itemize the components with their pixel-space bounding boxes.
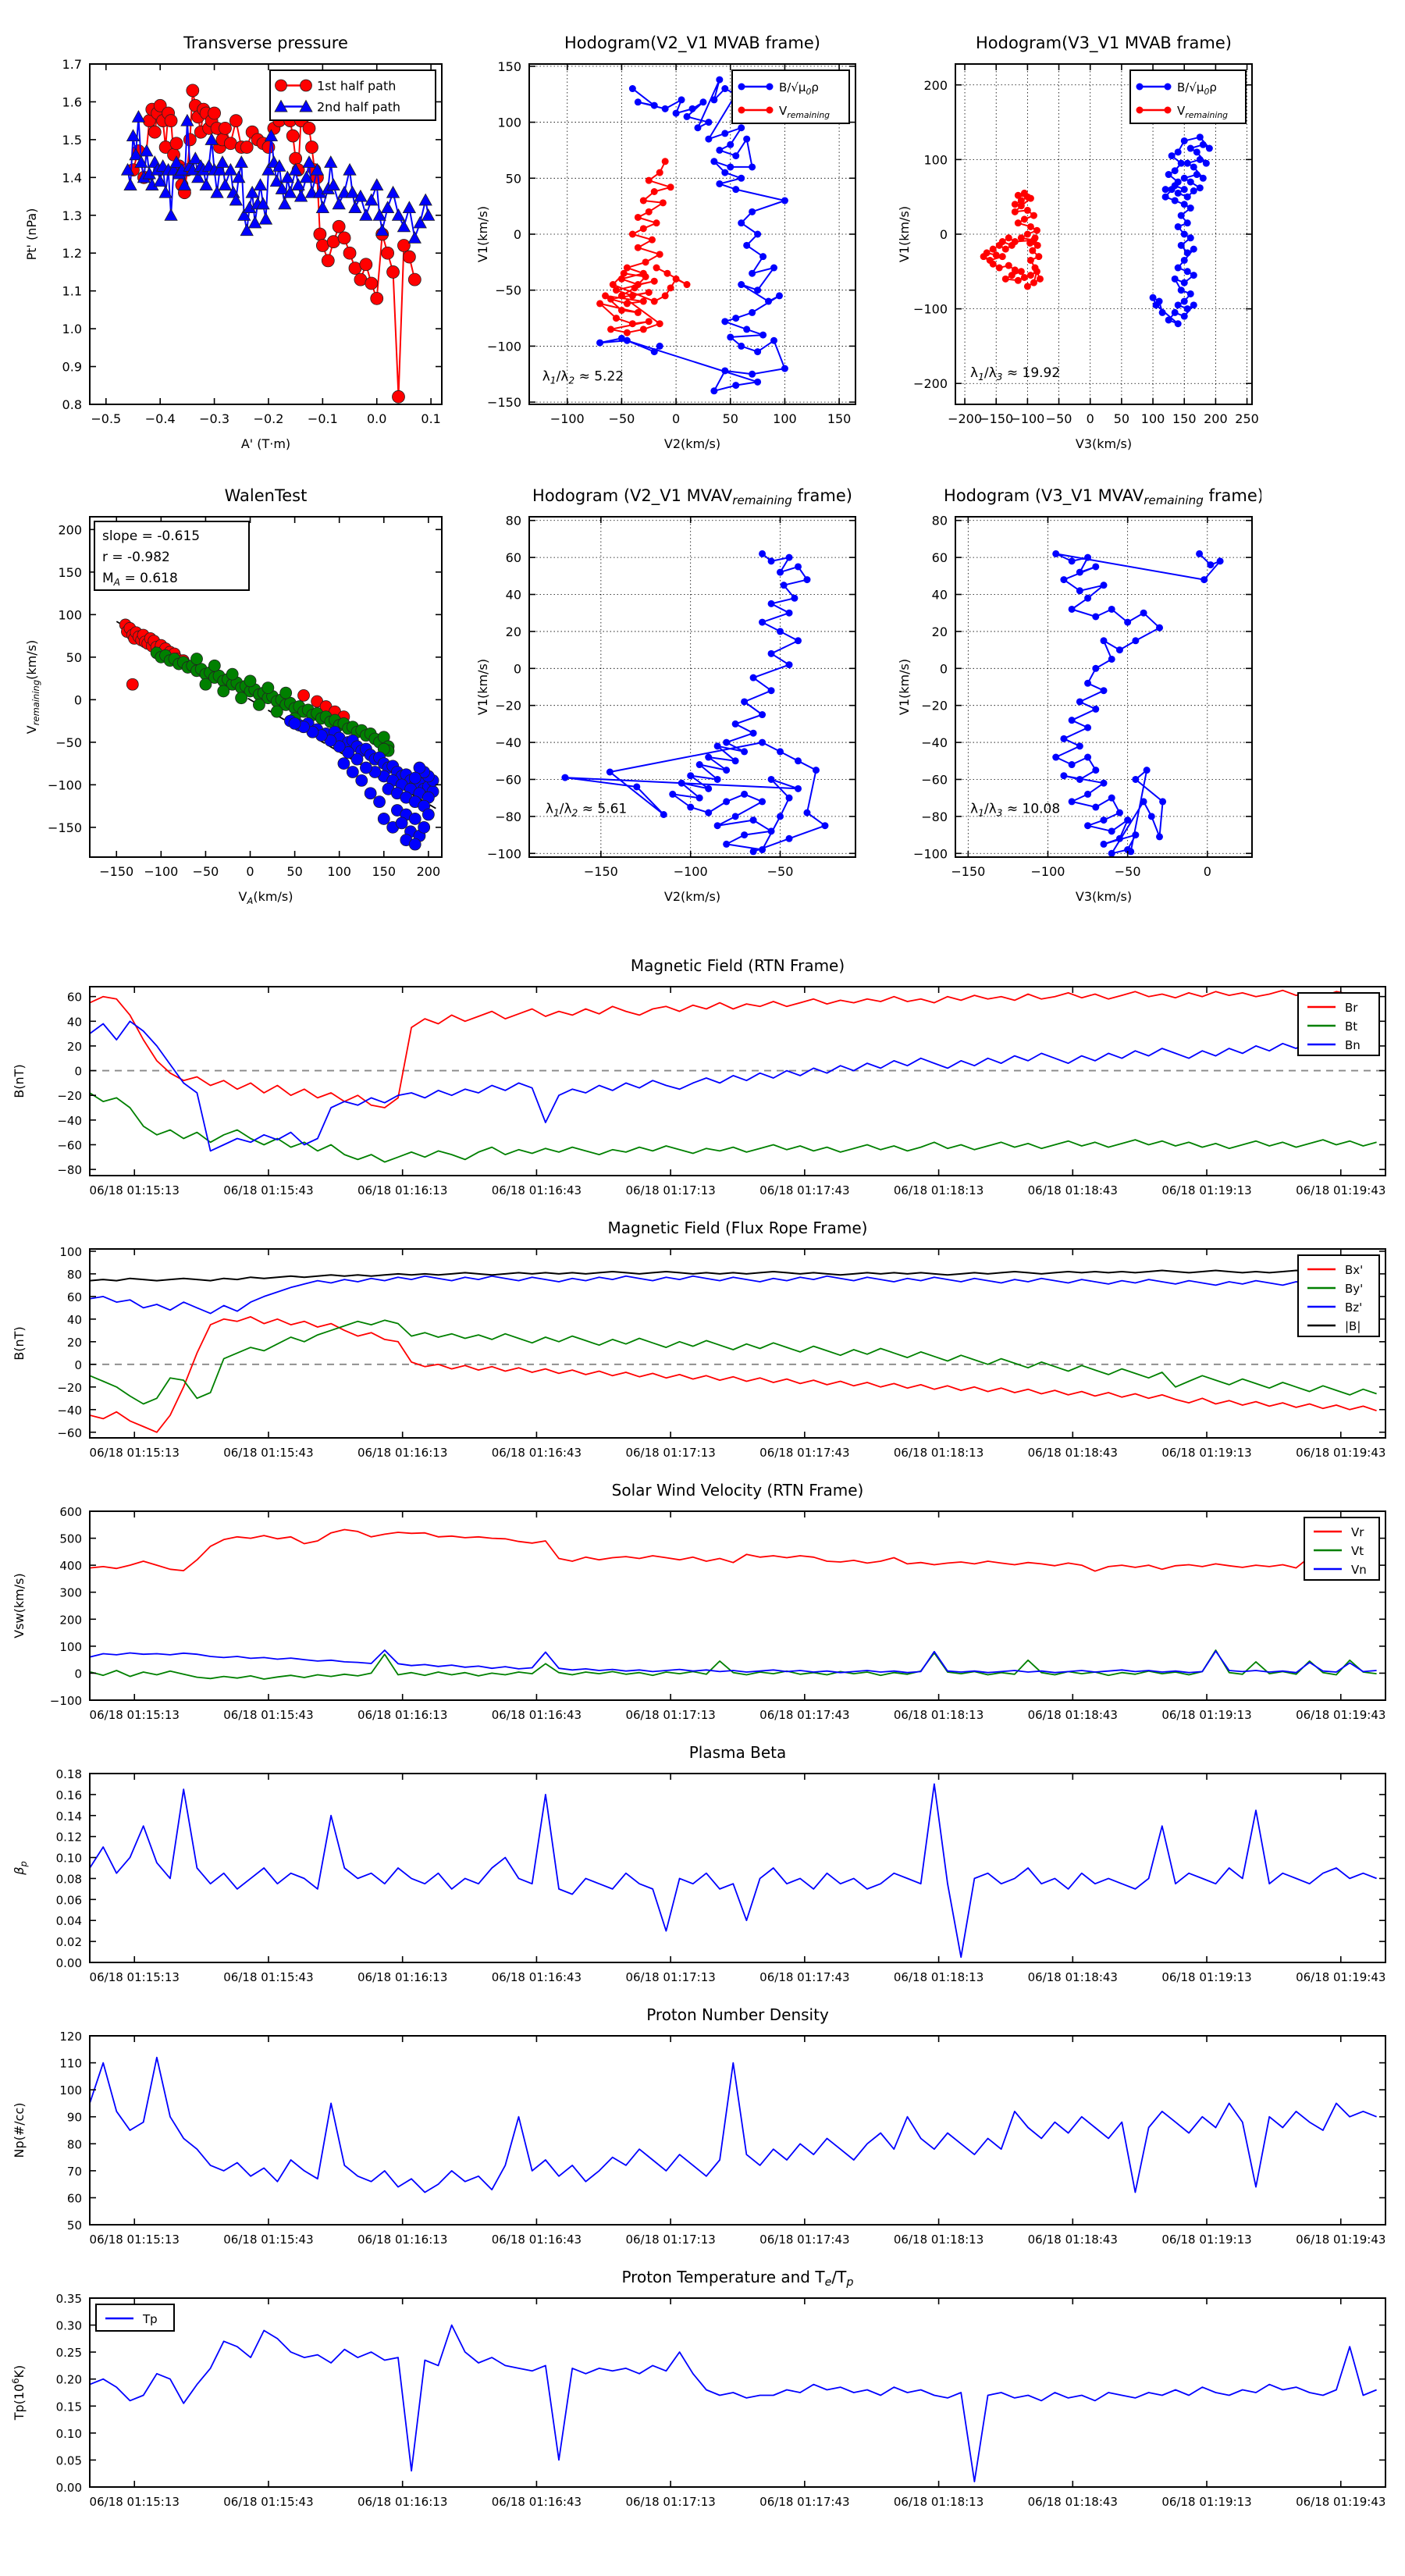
svg-text:B(nT): B(nT): [12, 1064, 27, 1098]
svg-text:90: 90: [66, 2110, 82, 2125]
svg-text:200: 200: [59, 1613, 82, 1628]
svg-text:Np(#/cc): Np(#/cc): [12, 2102, 27, 2158]
svg-text:110: 110: [59, 2056, 82, 2071]
svg-text:80: 80: [505, 513, 521, 528]
svg-text:Hodogram (V2_V1 MVAVremaining: Hodogram (V2_V1 MVAVremaining frame): [532, 486, 852, 507]
svg-text:500: 500: [59, 1532, 82, 1546]
svg-text:60: 60: [66, 1290, 82, 1304]
svg-text:λ1/λ3 ≈ 19.92: $\lambda_1/\lambda_3 \approx 19.92$: [970, 365, 1061, 383]
svg-text:−200: −200: [913, 376, 948, 392]
svg-text:80: 80: [66, 2137, 82, 2152]
svg-text:Plasma Beta: Plasma Beta: [688, 1743, 787, 1762]
svg-text:06/18 01:16:43: 06/18 01:16:43: [491, 2495, 582, 2509]
svg-text:80: 80: [66, 1267, 82, 1282]
svg-text:50: 50: [66, 2218, 82, 2233]
svg-text:06/18 01:18:13: 06/18 01:18:13: [893, 1970, 984, 1984]
svg-text:0.9: 0.9: [62, 359, 82, 375]
svg-text:Proton Temperature and Te/Tp: Proton Temperature and $T_e/T_p$: [621, 2268, 854, 2289]
chart-hodogram-v3v1-mvab: [888, 6, 1261, 475]
svg-text:By': By': [1345, 1282, 1364, 1296]
chart-hodogram-v2v1-mvav: [467, 459, 866, 927]
svg-text:06/18 01:15:13: 06/18 01:15:13: [89, 1183, 180, 1197]
svg-text:−40: −40: [57, 1113, 82, 1128]
svg-text:Hodogram(V3_V1 MVAB frame): Hodogram(V3_V1 MVAB frame): [976, 34, 1232, 52]
svg-text:−50: −50: [1114, 864, 1141, 879]
svg-text:20: 20: [66, 1335, 82, 1350]
svg-text:0.00: 0.00: [55, 1956, 82, 1970]
svg-text:06/18 01:15:13: 06/18 01:15:13: [89, 1708, 180, 1722]
svg-text:−50: −50: [767, 864, 794, 879]
svg-text:2nd half path: 2nd half path: [317, 99, 401, 115]
svg-text:−40: −40: [57, 1403, 82, 1418]
chart-walen-test: [16, 459, 453, 927]
svg-text:06/18 01:17:13: 06/18 01:17:13: [625, 1970, 716, 1984]
svg-text:0.20: 0.20: [55, 2372, 82, 2387]
svg-text:20: 20: [66, 1039, 82, 1054]
svg-text:50: 50: [286, 864, 303, 879]
svg-text:06/18 01:19:43: 06/18 01:19:43: [1296, 1446, 1386, 1460]
svg-text:−150: −150: [99, 864, 134, 879]
chart-svg-wt: [16, 459, 453, 927]
svg-text:V2(km/s): V2(km/s): [663, 436, 721, 451]
svg-text:06/18 01:15:43: 06/18 01:15:43: [223, 2495, 314, 2509]
svg-text:400: 400: [59, 1559, 82, 1574]
svg-text:−50: −50: [1045, 411, 1072, 426]
svg-text:Transverse pressure: Transverse pressure: [183, 34, 348, 52]
svg-text:40: 40: [66, 1015, 82, 1030]
svg-text:−100: −100: [913, 846, 948, 862]
svg-text:06/18 01:19:13: 06/18 01:19:13: [1161, 2233, 1252, 2247]
svg-text:06/18 01:16:13: 06/18 01:16:13: [357, 2495, 448, 2509]
svg-text:06/18 01:17:13: 06/18 01:17:13: [625, 2495, 716, 2509]
svg-text:06/18 01:19:43: 06/18 01:19:43: [1296, 2495, 1386, 2509]
svg-text:λ1/λ3 ≈ 10.08: $\lambda_1/\lambda_3 \approx 10.08$: [970, 801, 1061, 819]
svg-text:0: 0: [513, 661, 521, 677]
svg-text:06/18 01:17:13: 06/18 01:17:13: [625, 2233, 716, 2247]
svg-text:Magnetic Field (Flux Rope Fram: Magnetic Field (Flux Rope Frame): [607, 1219, 868, 1237]
svg-text:−200: −200: [948, 411, 983, 426]
svg-text:Vremaining: $V_{remaining}$: [779, 104, 831, 120]
svg-text:0: 0: [74, 1357, 82, 1372]
chart-svg-vsw: [0, 1477, 1405, 1739]
svg-text:100: 100: [923, 152, 948, 168]
svg-text:06/18 01:18:13: 06/18 01:18:13: [893, 1183, 984, 1197]
svg-text:1.0: 1.0: [62, 322, 82, 337]
svg-text:06/18 01:16:43: 06/18 01:16:43: [491, 2233, 582, 2247]
svg-text:06/18 01:17:43: 06/18 01:17:43: [759, 1708, 850, 1722]
svg-text:0.16: 0.16: [55, 1788, 82, 1802]
svg-text:06/18 01:18:13: 06/18 01:18:13: [893, 1708, 984, 1722]
svg-text:06/18 01:16:13: 06/18 01:16:13: [357, 1970, 448, 1984]
svg-text:slope = -0.615: slope = -0.615: [102, 528, 201, 544]
svg-text:Bz': Bz': [1345, 1300, 1363, 1315]
svg-text:20: 20: [931, 624, 948, 639]
svg-text:06/18 01:17:13: 06/18 01:17:13: [625, 1183, 716, 1197]
svg-text:06/18 01:18:43: 06/18 01:18:43: [1027, 1446, 1118, 1460]
svg-text:06/18 01:15:13: 06/18 01:15:13: [89, 2233, 180, 2247]
svg-text:06/18 01:16:43: 06/18 01:16:43: [491, 1183, 582, 1197]
chart-svg-h2: [467, 6, 866, 475]
svg-text:−40: −40: [921, 735, 948, 751]
svg-text:150: 150: [1172, 411, 1197, 426]
svg-text:−150: −150: [583, 864, 618, 879]
svg-text:06/18 01:16:13: 06/18 01:16:13: [357, 1446, 448, 1460]
svg-text:Solar Wind Velocity (RTN Frame: Solar Wind Velocity (RTN Frame): [611, 1481, 864, 1500]
svg-text:50: 50: [505, 171, 521, 187]
svg-text:0.1: 0.1: [421, 411, 441, 426]
svg-text:1.6: 1.6: [62, 94, 82, 110]
svg-text:0: 0: [513, 227, 521, 242]
svg-text:Pt' (nPa): Pt' (nPa): [24, 208, 39, 261]
svg-text:−100: −100: [144, 864, 179, 879]
svg-text:V1(km/s): V1(km/s): [897, 658, 912, 716]
svg-text:Vr: Vr: [1351, 1525, 1364, 1539]
svg-text:0: 0: [672, 411, 681, 426]
svg-text:Magnetic Field (RTN Frame): Magnetic Field (RTN Frame): [630, 956, 845, 975]
svg-text:06/18 01:19:43: 06/18 01:19:43: [1296, 1708, 1386, 1722]
svg-text:−150: −150: [979, 411, 1014, 426]
svg-text:V1(km/s): V1(km/s): [475, 205, 490, 263]
svg-text:Hodogram (V3_V1 MVAVremaining: Hodogram (V3_V1 MVAVremaining frame): [944, 486, 1261, 507]
svg-text:06/18 01:17:43: 06/18 01:17:43: [759, 1446, 850, 1460]
svg-text:06/18 01:15:43: 06/18 01:15:43: [223, 1183, 314, 1197]
svg-text:06/18 01:19:13: 06/18 01:19:13: [1161, 2495, 1252, 2509]
svg-text:0.04: 0.04: [55, 1914, 82, 1929]
svg-text:100: 100: [497, 115, 521, 130]
chart-svg-tp: [16, 6, 453, 475]
svg-text:V3(km/s): V3(km/s): [1075, 889, 1133, 904]
svg-text:−0.2: −0.2: [253, 411, 284, 426]
svg-text:06/18 01:17:43: 06/18 01:17:43: [759, 1183, 850, 1197]
svg-text:0: 0: [246, 864, 254, 879]
svg-text:50: 50: [66, 649, 82, 665]
svg-text:0: 0: [74, 1667, 82, 1681]
svg-text:−100: −100: [487, 846, 521, 862]
svg-text:−60: −60: [495, 772, 521, 788]
svg-text:06/18 01:17:43: 06/18 01:17:43: [759, 2495, 850, 2509]
svg-text:06/18 01:18:43: 06/18 01:18:43: [1027, 2495, 1118, 2509]
svg-text:0.12: 0.12: [55, 1830, 82, 1845]
svg-text:60: 60: [66, 2191, 82, 2206]
svg-text:Vt: Vt: [1351, 1544, 1364, 1558]
svg-text:Proton Number Density: Proton Number Density: [646, 2005, 829, 2024]
chart-hodogram-v2v1-mvab: [467, 6, 866, 475]
svg-text:06/18 01:17:13: 06/18 01:17:13: [625, 1446, 716, 1460]
svg-text:1.4: 1.4: [62, 170, 82, 186]
svg-text:Hodogram(V2_V1 MVAB frame): Hodogram(V2_V1 MVAB frame): [564, 34, 820, 52]
svg-text:06/18 01:16:43: 06/18 01:16:43: [491, 1970, 582, 1984]
svg-text:100: 100: [1140, 411, 1165, 426]
svg-text:06/18 01:16:13: 06/18 01:16:13: [357, 2233, 448, 2247]
svg-text:−80: −80: [921, 809, 948, 824]
svg-text:0.08: 0.08: [55, 1872, 82, 1887]
svg-text:70: 70: [66, 2164, 82, 2179]
svg-text:1.7: 1.7: [62, 57, 82, 72]
svg-text:06/18 01:18:43: 06/18 01:18:43: [1027, 2233, 1118, 2247]
svg-text:0.18: 0.18: [55, 1767, 82, 1781]
svg-text:80: 80: [931, 513, 948, 528]
svg-text:150: 150: [827, 411, 852, 426]
svg-text:−50: −50: [192, 864, 219, 879]
svg-text:200: 200: [1204, 411, 1228, 426]
svg-text:−100: −100: [550, 411, 585, 426]
svg-text:0.02: 0.02: [55, 1935, 82, 1950]
svg-text:0.00: 0.00: [55, 2481, 82, 2495]
svg-text:Vremaining(km/s): $V_{remaining}(km/s)$: [24, 639, 41, 735]
chart-svg-h6: [888, 459, 1261, 927]
svg-text:βp: $\beta_p$: [12, 1861, 29, 1875]
chart-svg-tpt: [0, 2264, 1405, 2526]
svg-text:100: 100: [59, 1244, 82, 1259]
chart-svg-beta: [0, 1739, 1405, 2001]
svg-text:λ1/λ2 ≈ 5.61: $\lambda_1/\lambda_2 \approx 5.61$: [545, 801, 628, 819]
svg-text:V3(km/s): V3(km/s): [1075, 436, 1133, 451]
svg-text:06/18 01:16:13: 06/18 01:16:13: [357, 1708, 448, 1722]
svg-text:Tp: Tp: [143, 2312, 158, 2326]
svg-text:100: 100: [327, 864, 351, 879]
svg-text:−100: −100: [487, 339, 521, 354]
svg-text:0.25: 0.25: [55, 2346, 82, 2361]
svg-text:200: 200: [923, 77, 948, 93]
svg-text:B(nT): B(nT): [12, 1326, 27, 1361]
svg-text:100: 100: [773, 411, 797, 426]
svg-text:50: 50: [722, 411, 738, 426]
svg-text:06/18 01:15:43: 06/18 01:15:43: [223, 2233, 314, 2247]
svg-text:−50: −50: [495, 283, 521, 298]
svg-text:−50: −50: [55, 735, 82, 750]
chart-svg-np: [0, 2001, 1405, 2264]
chart-proton-temperature: [0, 2264, 1405, 2526]
svg-text:−0.1: −0.1: [307, 411, 338, 426]
svg-text:50: 50: [1113, 411, 1130, 426]
svg-text:B/√μ0ρ: $B/√\mu_0\rho$: [779, 80, 819, 97]
svg-text:−0.5: −0.5: [91, 411, 122, 426]
svg-text:06/18 01:19:43: 06/18 01:19:43: [1296, 2233, 1386, 2247]
svg-text:600: 600: [59, 1505, 82, 1519]
svg-text:−100: −100: [1030, 864, 1065, 879]
svg-text:Tp(106K): $Tp(10^6K)$: [10, 2364, 27, 2421]
svg-text:−40: −40: [495, 735, 521, 751]
chart-plasma-beta: [0, 1739, 1405, 2001]
svg-text:1.2: 1.2: [62, 246, 82, 262]
chart-svg-bfr: [0, 1215, 1405, 1477]
svg-text:06/18 01:16:13: 06/18 01:16:13: [357, 1183, 448, 1197]
svg-text:06/18 01:19:13: 06/18 01:19:13: [1161, 1446, 1252, 1460]
svg-text:150: 150: [372, 864, 397, 879]
svg-text:06/18 01:15:13: 06/18 01:15:13: [89, 2495, 180, 2509]
svg-text:−150: −150: [951, 864, 986, 879]
svg-text:06/18 01:18:43: 06/18 01:18:43: [1027, 1708, 1118, 1722]
chart-solar-wind-velocity: [0, 1477, 1405, 1739]
svg-text:06/18 01:15:13: 06/18 01:15:13: [89, 1970, 180, 1984]
chart-svg-h3: [888, 6, 1261, 475]
svg-text:Bn: Bn: [1345, 1038, 1361, 1052]
svg-text:V1(km/s): V1(km/s): [897, 205, 912, 263]
svg-text:0: 0: [1086, 411, 1094, 426]
svg-text:0.05: 0.05: [55, 2453, 82, 2468]
svg-text:40: 40: [931, 587, 948, 603]
svg-text:1.3: 1.3: [62, 208, 82, 223]
svg-text:120: 120: [59, 2030, 82, 2044]
svg-text:06/18 01:16:43: 06/18 01:16:43: [491, 1446, 582, 1460]
svg-text:Vn: Vn: [1351, 1563, 1367, 1577]
svg-text:0: 0: [939, 661, 948, 677]
svg-text:06/18 01:19:13: 06/18 01:19:13: [1161, 1970, 1252, 1984]
svg-text:V2(km/s): V2(km/s): [663, 889, 721, 904]
svg-text:A' (T·m): A' (T·m): [240, 436, 291, 451]
svg-text:150: 150: [58, 564, 82, 580]
svg-text:|B|: |B|: [1345, 1319, 1361, 1333]
svg-text:−20: −20: [495, 698, 521, 713]
svg-text:1.1: 1.1: [62, 283, 82, 299]
svg-text:−20: −20: [57, 1089, 82, 1104]
svg-text:250: 250: [1235, 411, 1259, 426]
svg-text:06/18 01:19:13: 06/18 01:19:13: [1161, 1183, 1252, 1197]
svg-text:0.15: 0.15: [55, 2400, 82, 2414]
svg-text:100: 100: [59, 2083, 82, 2098]
chart-magnetic-field-flux-rope: [0, 1215, 1405, 1477]
svg-text:06/18 01:19:43: 06/18 01:19:43: [1296, 1183, 1386, 1197]
svg-text:40: 40: [505, 587, 521, 603]
svg-text:−80: −80: [495, 809, 521, 824]
svg-text:1.5: 1.5: [62, 132, 82, 148]
svg-text:06/18 01:17:43: 06/18 01:17:43: [759, 1970, 850, 1984]
svg-text:40: 40: [66, 1312, 82, 1327]
svg-text:06/18 01:19:43: 06/18 01:19:43: [1296, 1970, 1386, 1984]
svg-text:Bt: Bt: [1345, 1019, 1358, 1034]
svg-text:−20: −20: [921, 698, 948, 713]
svg-text:0.0: 0.0: [367, 411, 387, 426]
svg-text:200: 200: [58, 522, 82, 538]
svg-text:−0.4: −0.4: [144, 411, 176, 426]
svg-text:60: 60: [505, 550, 521, 566]
svg-text:0.30: 0.30: [55, 2318, 82, 2333]
svg-text:−50: −50: [608, 411, 635, 426]
svg-text:06/18 01:18:13: 06/18 01:18:13: [893, 2495, 984, 2509]
svg-text:−100: −100: [48, 777, 82, 793]
svg-text:100: 100: [58, 607, 82, 623]
svg-text:−20: −20: [57, 1380, 82, 1395]
svg-text:20: 20: [505, 624, 521, 639]
svg-text:06/18 01:15:13: 06/18 01:15:13: [89, 1446, 180, 1460]
svg-text:200: 200: [416, 864, 441, 879]
svg-text:λ1/λ2 ≈ 5.22: $\lambda_1/\lambda_2 \approx 5.22$: [542, 368, 624, 386]
svg-text:06/18 01:16:43: 06/18 01:16:43: [491, 1708, 582, 1722]
svg-text:−0.3: −0.3: [199, 411, 230, 426]
svg-text:06/18 01:15:43: 06/18 01:15:43: [223, 1446, 314, 1460]
svg-text:Vremaining: $V_{remaining}$: [1177, 104, 1229, 120]
svg-text:Br: Br: [1345, 1001, 1358, 1015]
svg-text:100: 100: [59, 1639, 82, 1654]
svg-text:−60: −60: [57, 1425, 82, 1440]
svg-text:Bx': Bx': [1345, 1263, 1364, 1277]
svg-text:−80: −80: [57, 1163, 82, 1178]
svg-text:0: 0: [939, 227, 948, 242]
svg-text:06/18 01:19:13: 06/18 01:19:13: [1161, 1708, 1252, 1722]
svg-text:300: 300: [59, 1585, 82, 1600]
chart-proton-number-density: [0, 2001, 1405, 2264]
svg-text:0: 0: [73, 692, 82, 708]
svg-text:0.10: 0.10: [55, 1851, 82, 1866]
chart-transverse-pressure: [16, 6, 453, 475]
svg-text:0.10: 0.10: [55, 2426, 82, 2441]
svg-text:Vsw(km/s): Vsw(km/s): [12, 1573, 27, 1638]
svg-text:06/18 01:18:43: 06/18 01:18:43: [1027, 1970, 1118, 1984]
svg-text:60: 60: [66, 990, 82, 1005]
svg-text:WalenTest: WalenTest: [224, 486, 308, 505]
svg-text:06/18 01:17:43: 06/18 01:17:43: [759, 2233, 850, 2247]
svg-text:06/18 01:18:13: 06/18 01:18:13: [893, 1446, 984, 1460]
svg-text:06/18 01:17:13: 06/18 01:17:13: [625, 1708, 716, 1722]
svg-text:−100: −100: [49, 1694, 82, 1708]
svg-text:0.35: 0.35: [55, 2292, 82, 2306]
svg-text:−100: −100: [673, 864, 708, 879]
chart-hodogram-v3v1-mvav: [888, 459, 1261, 927]
svg-text:0.8: 0.8: [62, 397, 82, 412]
svg-text:60: 60: [931, 550, 948, 566]
svg-text:MA = 0.618: $M_A = 0.618$: [102, 571, 178, 588]
svg-text:B/√μ0ρ: $B/√\mu_0\rho$: [1177, 80, 1217, 97]
svg-text:06/18 01:15:43: 06/18 01:15:43: [223, 1708, 314, 1722]
chart-svg-brtn: [0, 952, 1405, 1215]
svg-text:06/18 01:15:43: 06/18 01:15:43: [223, 1970, 314, 1984]
svg-text:06/18 01:18:43: 06/18 01:18:43: [1027, 1183, 1118, 1197]
svg-text:−60: −60: [921, 772, 948, 788]
svg-text:−100: −100: [913, 301, 948, 317]
svg-text:V1(km/s): V1(km/s): [475, 658, 490, 716]
svg-text:VA(km/s): $V_A(km/s)$: [238, 889, 293, 906]
svg-text:−150: −150: [487, 395, 521, 411]
svg-text:r = -0.982: r = -0.982: [102, 550, 170, 565]
svg-text:−150: −150: [48, 820, 82, 835]
svg-text:−100: −100: [1010, 411, 1045, 426]
svg-text:−60: −60: [57, 1138, 82, 1153]
chart-svg-h5: [467, 459, 866, 927]
svg-text:0: 0: [1203, 864, 1211, 879]
chart-magnetic-field-rtn: [0, 952, 1405, 1215]
svg-text:0.06: 0.06: [55, 1893, 82, 1908]
svg-text:0.14: 0.14: [55, 1809, 82, 1823]
svg-text:1st half path: 1st half path: [317, 78, 397, 94]
svg-text:150: 150: [497, 59, 521, 74]
svg-text:06/18 01:18:13: 06/18 01:18:13: [893, 2233, 984, 2247]
svg-text:0: 0: [74, 1064, 82, 1079]
